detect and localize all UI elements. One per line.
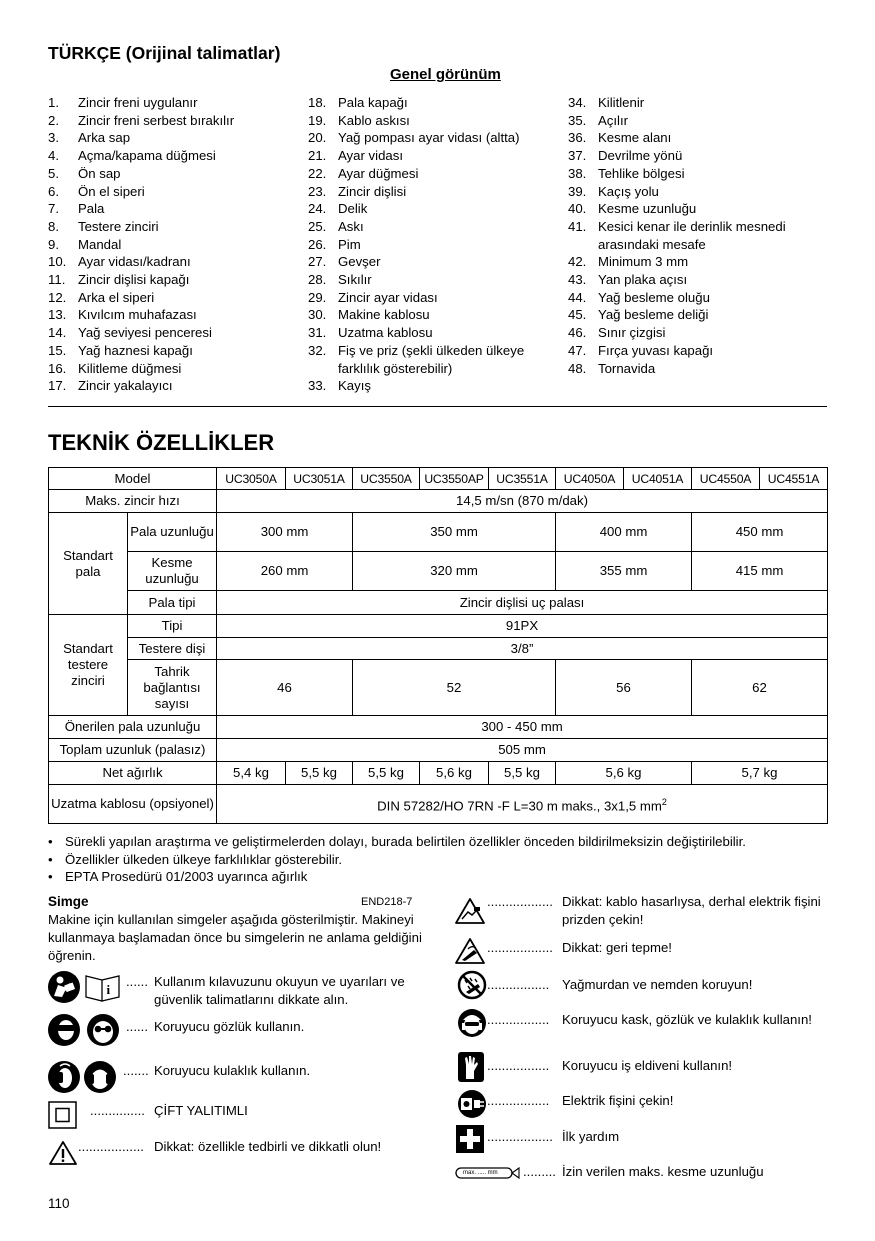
part-item	[308, 324, 558, 342]
damaged-cable-warning-icon	[454, 897, 486, 930]
part-label: Ön sap	[78, 165, 121, 181]
part-item	[48, 289, 298, 307]
part-number: 46.	[568, 325, 587, 341]
part-item	[568, 271, 823, 289]
part-label: Fırça yuvası kapağı	[598, 342, 714, 358]
row-bar-length	[49, 513, 828, 552]
part-item	[308, 94, 558, 112]
part-number: 13.	[48, 307, 67, 323]
part-number: 48.	[568, 360, 587, 376]
symbol-row-gloves	[487, 1057, 827, 1075]
part-label: Kilitlenir	[598, 95, 645, 110]
part-number: 26.	[308, 236, 327, 252]
symbol-row-eye-protection	[126, 1018, 426, 1036]
part-label: Pala	[78, 201, 105, 217]
value-type: 91PX	[217, 615, 828, 638]
value-weight: 5,6 kg	[420, 762, 489, 785]
part-label: Kilitleme düğmesi	[78, 360, 182, 376]
part-item	[568, 94, 823, 112]
value-bar-length: 350 mm	[353, 513, 556, 552]
part-label: Kıvılcım muhafazası	[78, 307, 197, 323]
part-label: Sınır çizgisi	[598, 325, 666, 341]
part-label: Arka el siperi	[78, 289, 155, 305]
part-number: 36.	[568, 130, 587, 146]
note-text: EPTA Prosedürü 01/2003 uyarınca ağırlık	[65, 869, 308, 884]
leader-dots: ......	[126, 1019, 148, 1034]
symbol-text: Koruyucu iş eldiveni kullanın!	[562, 1058, 733, 1073]
value-total-length: 505 mm	[217, 739, 828, 762]
value-cut-length: 260 mm	[217, 552, 353, 591]
part-label: Yağ besleme deliği	[598, 307, 709, 323]
model-cell: UC4551A	[760, 468, 828, 490]
value-cut-length: 355 mm	[556, 552, 692, 591]
value-drive-links: 46	[217, 660, 353, 716]
label-total-length: Toplam uzunluk (palasız)	[49, 739, 217, 762]
value-bar-length: 450 mm	[692, 513, 828, 552]
model-cell: UC3550A	[353, 468, 420, 490]
part-label: Arka sap	[78, 130, 131, 146]
part-label: Kaçış yolu	[598, 183, 659, 199]
symbol-row-caution	[78, 1138, 418, 1156]
part-number: 20.	[308, 130, 327, 146]
label-standard-bar: Standart pala	[49, 513, 128, 615]
part-item	[308, 112, 558, 130]
row-net-weight	[49, 762, 828, 785]
part-item	[48, 200, 298, 218]
part-label: Fiş ve priz (şekli ülkeden ülkeye farklılık gösterebilir)	[338, 342, 525, 376]
part-label: Zincir freni uygulanır	[78, 95, 198, 110]
part-number: 16.	[48, 360, 67, 376]
model-cell: UC3051A	[286, 468, 353, 490]
part-number: 29.	[308, 289, 327, 305]
part-label: Kayış	[338, 378, 371, 394]
part-item	[48, 342, 298, 360]
symbol-text: Dikkat: kablo hasarlıysa, derhal elektrik fişini prizden çekin!	[562, 894, 821, 927]
part-label: Kesici kenar ile derinlik mesnedi arasındaki mesafe	[598, 218, 786, 252]
row-chain-type	[49, 615, 828, 638]
note-item: • Özellikler ülkeden ülkeye farklılıklar gösterebilir.	[48, 851, 343, 867]
part-item	[308, 253, 558, 271]
part-item	[308, 129, 558, 147]
part-item	[48, 183, 298, 201]
row-cut-length	[49, 552, 828, 591]
part-number: 24.	[308, 201, 327, 217]
part-item	[48, 112, 298, 130]
part-label: Ayar düğmesi	[338, 165, 419, 181]
note-item: • EPTA Prosedürü 01/2003 uyarınca ağırlık	[48, 869, 308, 884]
double-insulation-icon	[48, 1101, 78, 1134]
label-extension-cable: Uzatma kablosu (opsiyonel)	[49, 785, 217, 824]
part-number: 31.	[308, 325, 327, 341]
part-label: Yağ haznesi kapağı	[78, 342, 193, 358]
leader-dots: ..................	[78, 1139, 144, 1154]
part-label: Kablo askısı	[338, 112, 410, 128]
part-label: Yağ pompası ayar vidası (altta)	[338, 130, 520, 146]
part-item	[308, 218, 558, 236]
value-extension-cable	[217, 785, 828, 824]
part-number: 41.	[568, 218, 587, 234]
value-drive-links: 52	[353, 660, 556, 716]
value-bar-type: Zincir dişlisi uç palası	[217, 591, 828, 615]
part-number: 8.	[48, 218, 59, 234]
label-standard-chain: Standart testere zinciri	[49, 615, 128, 716]
symbol-text: ÇİFT YALITIMLI	[154, 1103, 248, 1118]
part-number: 15.	[48, 342, 67, 358]
part-number: 45.	[568, 307, 587, 323]
part-label: Mandal	[78, 236, 122, 252]
symbol-text: Dikkat: geri tepme!	[562, 940, 672, 955]
row-recommended-bar	[49, 716, 828, 739]
row-max-speed	[49, 490, 828, 513]
model-cell: UC4050A	[556, 468, 624, 490]
page-number: 110	[48, 1196, 70, 1211]
symbol-row-first-aid	[487, 1128, 827, 1146]
leader-dots: ......	[126, 974, 148, 989]
note-text: Sürekli yapılan araştırma ve geliştirmelerden dolayı, burada belirtilen özellikler önceden bildirilmeksizin değiştirilebilir.	[65, 834, 746, 849]
label-bar-type: Pala tipi	[128, 591, 217, 615]
part-label: Ayar vidası/kadranı	[78, 254, 191, 270]
part-label: Gevşer	[338, 254, 381, 270]
part-label: Yan plaka açısı	[598, 272, 688, 288]
model-cell: UC4051A	[624, 468, 692, 490]
row-extension-cable	[49, 785, 828, 824]
part-number: 44.	[568, 289, 587, 305]
part-item	[308, 200, 558, 218]
helmet-goggles-ear-icon	[457, 1008, 487, 1043]
value-pitch: 3/8”	[217, 638, 828, 660]
gloves-icon	[457, 1051, 485, 1088]
svg-text:i: i	[106, 982, 111, 997]
row-pitch	[49, 638, 828, 660]
part-item	[568, 147, 823, 165]
part-label: Açılır	[598, 112, 629, 128]
first-aid-icon	[456, 1125, 484, 1158]
part-item	[308, 271, 558, 289]
label-pitch: Testere dişi	[128, 638, 217, 660]
value-drive-links: 56	[556, 660, 692, 716]
part-label: Kesme alanı	[598, 130, 672, 146]
part-number: 43.	[568, 272, 587, 288]
parts-column-1	[48, 94, 298, 395]
part-label: Sıkılır	[338, 272, 372, 288]
label-drive-links: Tahrik bağlantısı sayısı	[128, 660, 217, 716]
label-recommended-bar: Önerilen pala uzunluğu	[49, 716, 217, 739]
part-label: Zincir dişlisi kapağı	[78, 272, 190, 288]
part-item	[48, 94, 298, 112]
model-cell: UC3050A	[217, 468, 286, 490]
part-number: 19.	[308, 112, 327, 128]
part-item	[568, 360, 823, 378]
symbol-text: İzin verilen maks. kesme uzunluğu	[562, 1164, 764, 1179]
part-item	[48, 165, 298, 183]
part-item	[308, 289, 558, 307]
part-number: 14.	[48, 325, 67, 341]
part-number: 42.	[568, 254, 587, 270]
symbol-text: Yağmurdan ve nemden koruyun!	[562, 977, 753, 992]
part-number: 3.	[48, 130, 59, 146]
part-item	[48, 324, 298, 342]
model-cell: UC4550A	[692, 468, 760, 490]
part-item	[48, 218, 298, 236]
part-item	[48, 147, 298, 165]
part-number: 7.	[48, 201, 59, 217]
leader-dots: .................	[487, 977, 550, 992]
part-number: 33.	[308, 378, 327, 394]
leader-dots: ..................	[487, 940, 553, 955]
part-label: Pim	[338, 236, 361, 252]
part-number: 6.	[48, 183, 59, 199]
leader-dots: ..................	[487, 1129, 553, 1144]
part-number: 28.	[308, 272, 327, 288]
value-drive-links: 62	[692, 660, 828, 716]
part-number: 10.	[48, 254, 67, 270]
part-item	[568, 324, 823, 342]
part-label: Askı	[338, 218, 364, 234]
part-number: 21.	[308, 148, 327, 164]
warning-triangle-icon	[48, 1140, 78, 1171]
part-item	[308, 236, 558, 254]
leader-dots: .........	[523, 1164, 556, 1179]
model-cell: UC3550AP	[420, 468, 489, 490]
part-item	[48, 360, 298, 378]
part-number: 22.	[308, 165, 327, 181]
row-total-length	[49, 739, 828, 762]
part-item	[48, 306, 298, 324]
value-cut-length: 320 mm	[353, 552, 556, 591]
value-recommended-bar: 300 - 450 mm	[217, 716, 828, 739]
leader-dots: ...............	[90, 1103, 145, 1118]
row-model	[49, 468, 828, 490]
extension-cable-sup: 2	[661, 796, 667, 807]
value-weight: 5,4 kg	[217, 762, 286, 785]
part-item	[48, 253, 298, 271]
label-bar-length: Pala uzunluğu	[128, 513, 217, 552]
part-item	[568, 129, 823, 147]
part-number: 35.	[568, 112, 587, 128]
part-number: 18.	[308, 95, 327, 110]
part-number: 11.	[48, 272, 66, 288]
model-cell: UC3551A	[489, 468, 556, 490]
symbol-row-ear-protection	[123, 1062, 423, 1080]
part-item	[568, 253, 823, 271]
leader-dots: .................	[487, 1012, 550, 1027]
unplug-icon	[457, 1089, 487, 1124]
part-label: Zincir dişlisi	[338, 183, 407, 199]
part-number: 12.	[48, 289, 67, 305]
part-item	[308, 306, 558, 324]
spec-notes	[48, 833, 838, 886]
part-item	[308, 342, 558, 377]
symbol-text: Koruyucu gözlük kullanın.	[154, 1019, 305, 1034]
part-number: 1.	[48, 95, 59, 110]
part-number: 17.	[48, 378, 67, 394]
part-label: Zincir yakalayıcı	[78, 378, 173, 394]
part-label: Yağ besleme oluğu	[598, 289, 710, 305]
part-number: 32.	[308, 342, 327, 358]
symbol-text: İlk yardım	[562, 1129, 620, 1144]
part-item	[568, 183, 823, 201]
part-number: 30.	[308, 307, 327, 323]
part-label: Minimum 3 mm	[598, 254, 689, 270]
part-label: Tehlike bölgesi	[598, 165, 685, 181]
part-number: 4.	[48, 148, 59, 164]
part-label: Delik	[338, 201, 368, 217]
part-label: Pala kapağı	[338, 95, 408, 110]
symbol-row-helmet	[487, 1011, 827, 1029]
part-item	[48, 129, 298, 147]
spec-table	[48, 467, 828, 824]
overview-title: Genel görünüm	[390, 66, 501, 83]
leader-dots: ..................	[487, 894, 553, 909]
symbol-text: Elektrik fişini çekin!	[562, 1093, 674, 1108]
part-number: 39.	[568, 183, 587, 199]
page-title: TÜRKÇE (Orijinal talimatlar)	[48, 43, 281, 63]
symbol-row-damaged-cable	[487, 893, 827, 929]
part-number: 40.	[568, 201, 587, 217]
value-weight: 5,5 kg	[286, 762, 353, 785]
symbols-code: END218-7	[361, 896, 413, 908]
no-rain-icon	[457, 970, 487, 1005]
kickback-warning-icon	[454, 937, 486, 970]
part-number: 25.	[308, 218, 327, 234]
part-number: 9.	[48, 236, 59, 252]
part-item	[568, 165, 823, 183]
leader-dots: .................	[487, 1093, 550, 1108]
part-number: 27.	[308, 254, 327, 270]
part-item	[308, 165, 558, 183]
value-bar-length: 300 mm	[217, 513, 353, 552]
part-label: Tornavida	[598, 360, 656, 376]
value-weight: 5,6 kg	[556, 762, 692, 785]
part-item	[48, 271, 298, 289]
part-number: 5.	[48, 165, 59, 181]
part-item	[568, 218, 823, 253]
symbol-row-unplug	[487, 1092, 827, 1110]
label-cut-length: Kesme uzunluğu	[128, 552, 217, 591]
label-net-weight: Net ağırlık	[49, 762, 217, 785]
part-label: Uzatma kablosu	[338, 325, 433, 341]
part-number: 38.	[568, 165, 587, 181]
ear-protection-icon	[48, 1060, 122, 1099]
part-item	[568, 289, 823, 307]
max-cut-length-label: max. ..... mm	[463, 1170, 498, 1176]
value-bar-length: 400 mm	[556, 513, 692, 552]
part-item	[308, 147, 558, 165]
part-label: Testere zinciri	[78, 218, 159, 234]
part-item	[308, 183, 558, 201]
part-label: Ayar vidası	[338, 148, 403, 164]
part-number: 37.	[568, 148, 587, 164]
symbols-title: Simge	[48, 894, 89, 909]
symbol-row-double-insulation	[90, 1102, 390, 1120]
value-weight: 5,7 kg	[692, 762, 828, 785]
part-item	[48, 236, 298, 254]
part-item	[308, 377, 558, 395]
leader-dots: .......	[123, 1063, 149, 1078]
label-type: Tipi	[128, 615, 217, 638]
read-manual-icon	[48, 970, 122, 1009]
part-label: Zincir ayar vidası	[338, 289, 438, 305]
symbol-row-max-cut-length	[523, 1163, 823, 1181]
part-item	[568, 306, 823, 324]
value-weight: 5,5 kg	[489, 762, 556, 785]
symbol-row-no-rain	[487, 976, 827, 994]
specs-title: TEKNİK ÖZELLİKLER	[48, 430, 275, 455]
parts-column-2	[308, 94, 558, 395]
label-model: Model	[49, 468, 217, 490]
value-weight: 5,5 kg	[353, 762, 420, 785]
symbol-row-kickback	[487, 939, 827, 957]
symbol-text: Koruyucu kask, gözlük ve kulaklık kullanın!	[562, 1012, 812, 1027]
symbol-text: Koruyucu kulaklık kullanın.	[154, 1063, 311, 1078]
part-label: Yağ seviyesi penceresi	[78, 325, 212, 341]
row-drive-links	[49, 660, 828, 716]
value-max-speed: 14,5 m/sn (870 m/dak)	[217, 490, 828, 513]
symbol-text: Kullanım kılavuzunu okuyun ve uyarıları ve güvenlik talimatlarını dikkate alın.	[154, 974, 405, 1007]
symbols-intro: Makine için kullanılan simgeler aşağıda gösterilmiştir. Makineyi kullanmaya başlamadan önce bu simgelerin ne anlama geldiğini öğrenin.	[48, 912, 422, 963]
row-bar-type	[49, 591, 828, 615]
label-max-speed: Maks. zincir hızı	[49, 490, 217, 513]
symbol-row-read-manual	[126, 973, 426, 1009]
part-item	[568, 342, 823, 360]
note-text: Özellikler ülkeden ülkeye farklılıklar gösterebilir.	[65, 851, 343, 867]
extension-cable-text: DIN 57282/HO 7RN -F L=30 m maks., 3x1,5 mm	[377, 798, 662, 814]
leader-dots: .................	[487, 1058, 550, 1073]
part-number: 34.	[568, 95, 587, 110]
part-number: 47.	[568, 342, 587, 358]
safety-glasses-icon	[48, 1013, 122, 1052]
part-label: Makine kablosu	[338, 307, 430, 323]
part-label: Ön el siperi	[78, 183, 145, 199]
note-item: • Sürekli yapılan araştırma ve geliştirmelerden dolayı, burada belirtilen özellikler önceden bildirilmeksizin değiştirilebilir.	[48, 834, 746, 849]
part-number: 2.	[48, 112, 59, 128]
part-number: 23.	[308, 183, 327, 199]
part-item	[568, 200, 823, 218]
value-cut-length: 415 mm	[692, 552, 828, 591]
parts-column-3	[568, 94, 823, 377]
part-label: Açma/kapama düğmesi	[78, 148, 216, 164]
part-label: Zincir freni serbest bırakılır	[78, 112, 235, 128]
part-item	[48, 377, 298, 395]
section-divider	[48, 406, 827, 407]
part-label: Kesme uzunluğu	[598, 201, 697, 217]
part-item	[568, 112, 823, 130]
symbol-text: Dikkat: özellikle tedbirli ve dikkatli olun!	[154, 1139, 382, 1154]
part-label: Devrilme yönü	[598, 148, 683, 164]
max-cut-length-icon	[455, 1165, 521, 1181]
